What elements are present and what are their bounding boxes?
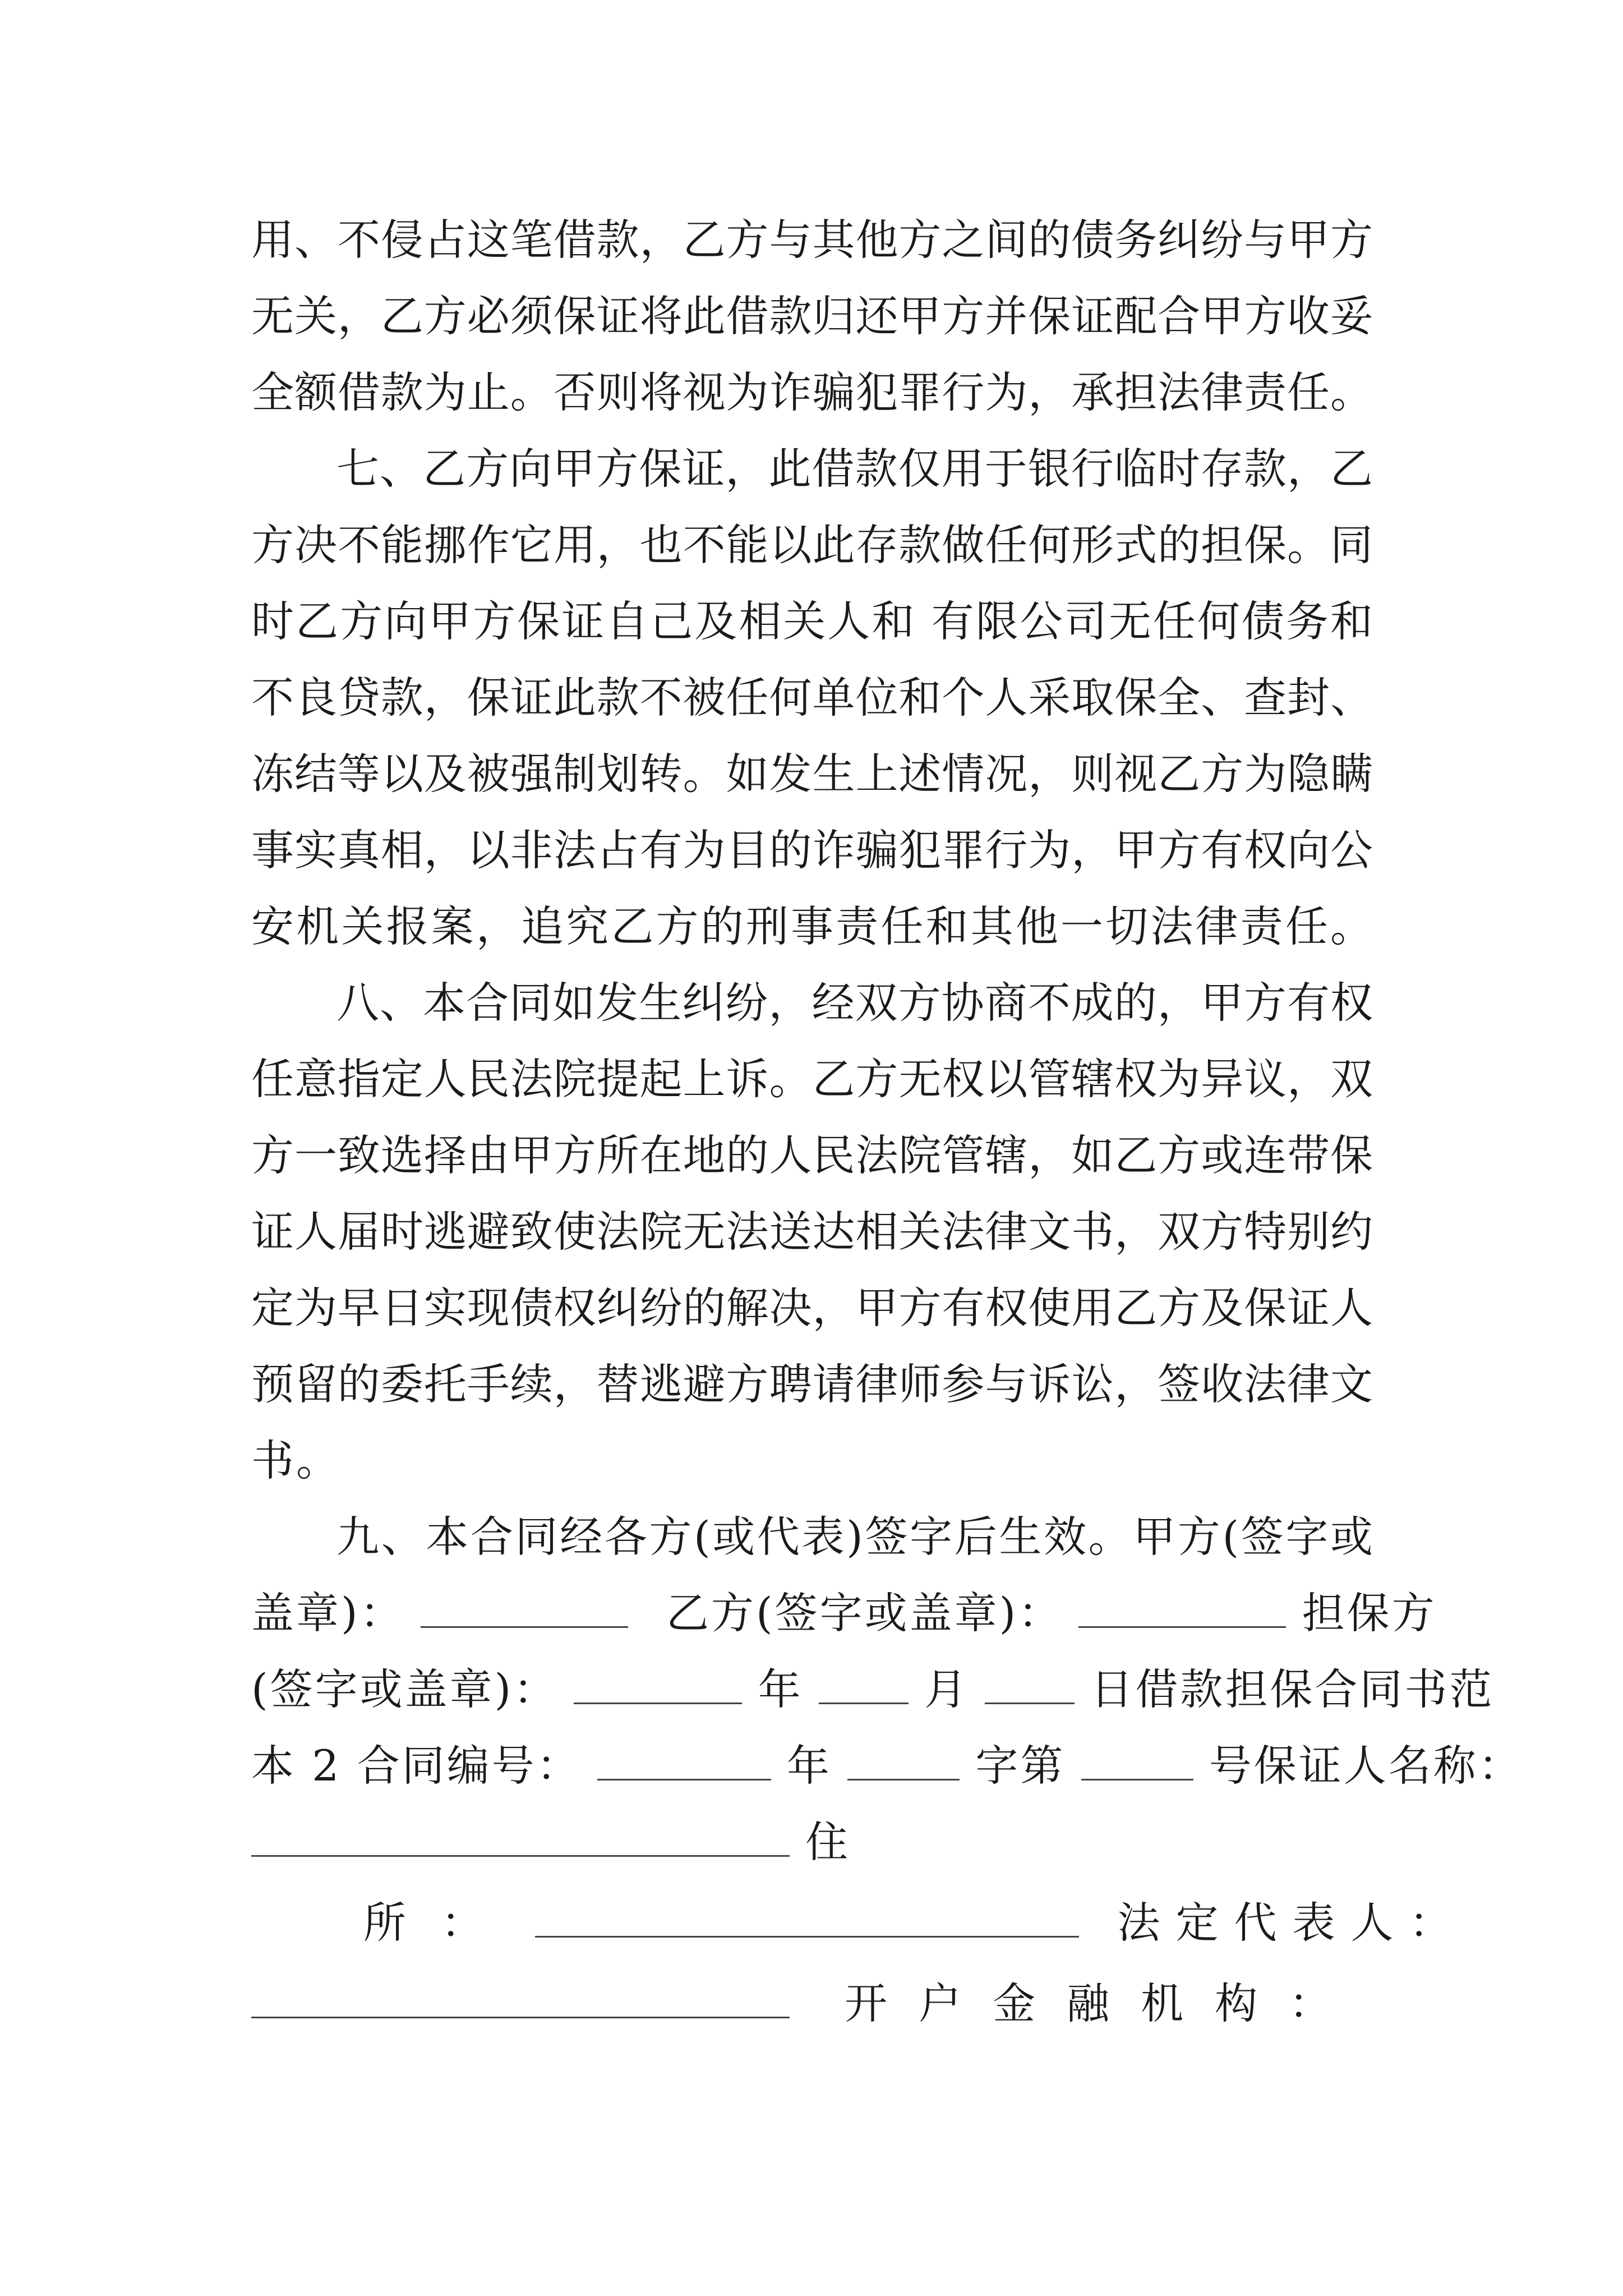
day-and-title-label: 日借款担保合同书范 xyxy=(1090,1664,1495,1714)
text-line-content: 用、不侵占这笔借款，乙方与其他方之间的债务纠纷与甲方 xyxy=(251,215,1373,265)
party-a-seal-label: 盖章)： xyxy=(251,1588,405,1638)
address-label-part2: 所 xyxy=(363,1898,408,1948)
signature-line-date xyxy=(251,1663,1495,1717)
text-line-content: 不良贷款，保证此款不被任何单位和个人采取保全、查封、 xyxy=(251,673,1373,723)
text-line xyxy=(251,289,1373,343)
text-line-content: 事实真相，以非法占有为目的诈骗犯罪行为，甲方有权向公 xyxy=(251,825,1373,875)
guarantor-label: 担保方 xyxy=(1302,1588,1437,1638)
legal-representative-label: 法定代表人： xyxy=(1117,1898,1468,1948)
text-line-content: 时乙方向甲方保证自己及相关人和 有限公司无任何债务和 xyxy=(251,596,1375,646)
contract-number-label: 本 2 合同编号： xyxy=(251,1741,582,1791)
clause-nine-start xyxy=(336,1510,1373,1564)
guarantor-name-blank[interactable] xyxy=(251,1821,790,1857)
text-line xyxy=(251,671,1373,725)
party-b-signature-blank[interactable] xyxy=(1078,1593,1286,1628)
contract-year-label: 年 xyxy=(787,1741,832,1791)
text-line-content: 全额借款为止。否则将视为诈骗犯罪行为，承担法律责任。 xyxy=(251,367,1373,417)
text-line xyxy=(251,747,1373,801)
text-line-content: 八、本合同如发生纠纷，经双方协商不成的，甲方有权 xyxy=(336,978,1374,1028)
text-line xyxy=(251,1205,1373,1259)
contract-year-blank[interactable] xyxy=(597,1745,771,1780)
address-colon: ： xyxy=(441,1898,486,1948)
contract-number-line xyxy=(251,1739,1523,1793)
text-line xyxy=(251,595,1373,648)
text-line xyxy=(251,900,1376,954)
guarantor-name-line xyxy=(251,1815,1373,1869)
contract-number-blank[interactable] xyxy=(1081,1745,1193,1780)
guarantor-name-label: 号保证人名称： xyxy=(1209,1741,1523,1791)
text-line-content: 九、本合同经各方(或代表)签字后生效。甲方(签字或 xyxy=(336,1512,1375,1562)
address-blank[interactable] xyxy=(535,1902,1079,1938)
text-line-content: 预留的委托手续，替逃避方聘请律师参与诉讼，签收法律文 xyxy=(251,1359,1373,1409)
text-line xyxy=(251,1281,1373,1335)
text-line xyxy=(251,518,1373,572)
text-line-content: 任意指定人民法院提起上诉。乙方无权以管辖权为异议，双 xyxy=(251,1054,1373,1104)
address-label-part1: 住 xyxy=(805,1817,851,1867)
text-line xyxy=(251,823,1373,877)
text-line xyxy=(251,1129,1373,1182)
text-line-content: 七、乙方向甲方保证，此借款仅用于银行临时存款，乙 xyxy=(336,444,1374,494)
party-a-signature-blank[interactable] xyxy=(421,1593,628,1628)
contract-char-blank[interactable] xyxy=(847,1745,960,1780)
month-blank[interactable] xyxy=(819,1669,909,1704)
bank-label: 开户金融机构： xyxy=(845,1978,1363,2028)
text-line xyxy=(251,366,1373,420)
contract-char-label: 字第 xyxy=(975,1741,1066,1791)
text-line xyxy=(251,213,1373,267)
month-label: 月 xyxy=(924,1664,969,1714)
text-line-content: 方决不能挪作它用，也不能以此存款做任何形式的担保。同 xyxy=(251,520,1373,570)
clause-seven-start xyxy=(336,442,1373,496)
signature-line-party-a xyxy=(251,1586,1437,1640)
day-blank[interactable] xyxy=(985,1669,1075,1704)
address-line xyxy=(251,1896,1468,1950)
text-line-content: 安机关报案，追究乙方的刑事责任和其他一切法律责任。 xyxy=(251,901,1376,951)
party-b-seal-label: 乙方(签字或盖章)： xyxy=(666,1588,1063,1638)
text-line-content: 证人届时逃避致使法院无法送达相关法律文书，双方特别约 xyxy=(251,1207,1373,1257)
guarantor-seal-label: (签字或盖章)： xyxy=(251,1664,559,1714)
text-line-content: 无关，乙方必须保证将此借款归还甲方并保证配合甲方收妥 xyxy=(251,291,1373,341)
text-line-content: 方一致选择由甲方所在地的人民法院管辖，如乙方或连带保 xyxy=(251,1130,1373,1180)
legal-representative-blank[interactable] xyxy=(251,1983,790,2018)
bank-line xyxy=(251,1977,1373,2031)
year-label: 年 xyxy=(758,1664,803,1714)
text-line xyxy=(251,1052,1373,1106)
guarantor-signature-blank[interactable] xyxy=(574,1669,742,1704)
text-line xyxy=(251,1358,1373,1411)
text-line-content: 定为早日实现债权纠纷的解决，甲方有权使用乙方及保证人 xyxy=(251,1283,1373,1333)
text-line-content: 冻结等以及被强制划转。如发生上述情况，则视乙方为隐瞒 xyxy=(251,749,1373,799)
text-line xyxy=(251,1434,1373,1488)
clause-eight-start xyxy=(336,976,1373,1030)
text-line-content: 书。 xyxy=(251,1435,341,1485)
